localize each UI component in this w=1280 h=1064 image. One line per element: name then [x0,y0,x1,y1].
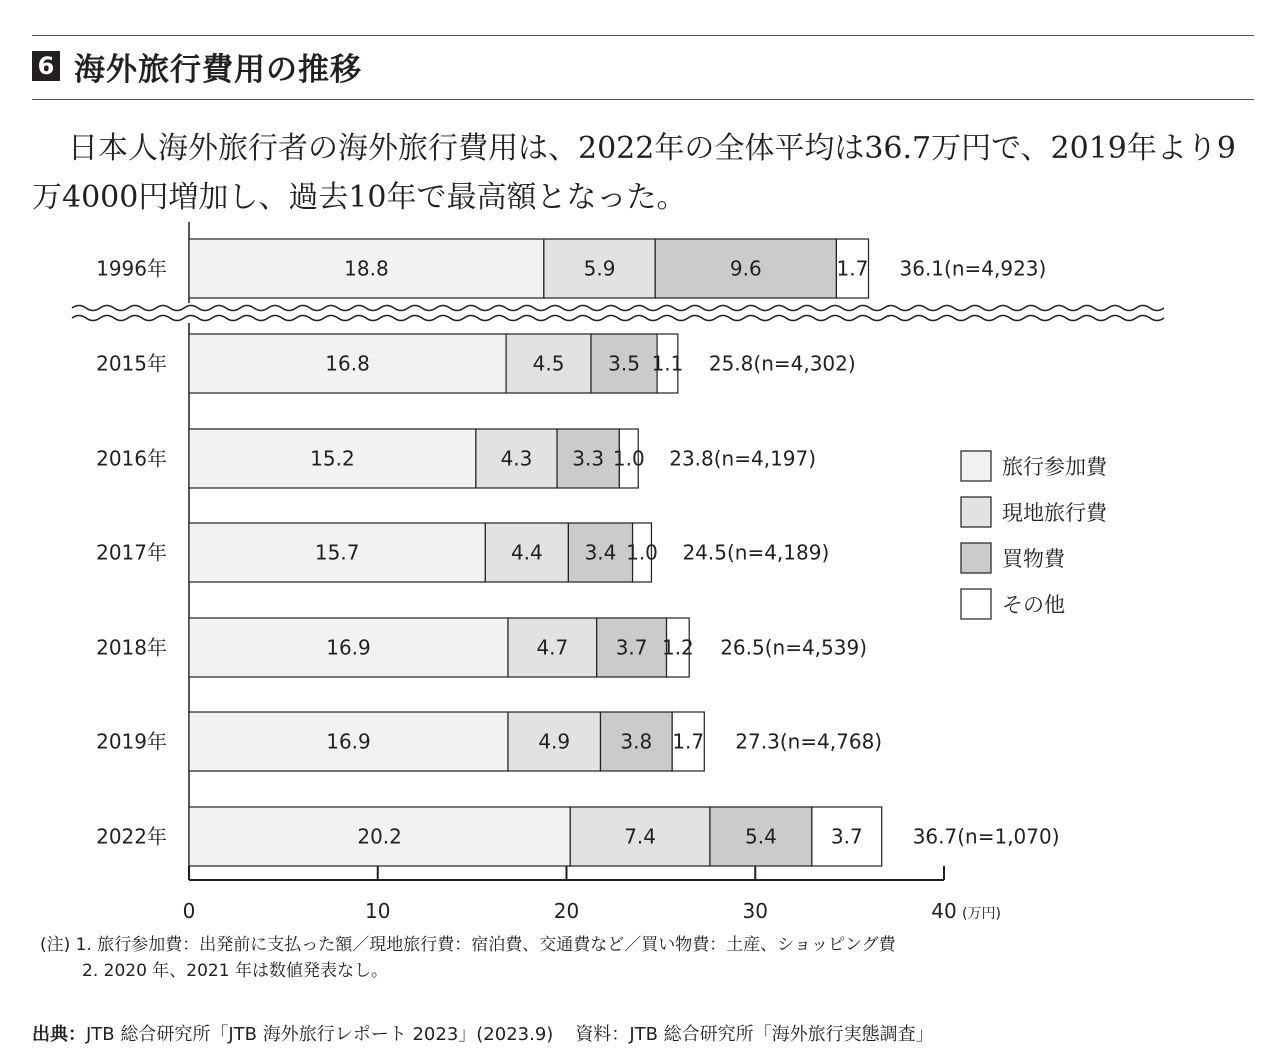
source-text: JTB 総合研究所「JTB 海外旅行レポート 2023」(2023.9) [86,1024,554,1045]
data-label: 5.9 [583,256,616,281]
category-label: 2018年 [96,635,167,660]
source-line [32,1020,934,1046]
data-label: 4.5 [532,351,565,376]
data-label: 18.8 [344,256,389,281]
data-label: 3.7 [830,824,863,849]
data-label: 16.9 [326,729,371,754]
x-unit-label: (万円) [962,906,1001,922]
legend-swatch [961,543,991,573]
material-text: JTB 総合研究所「海外旅行実態調査」 [629,1024,934,1045]
data-label: 1.0 [612,446,645,471]
lead-paragraph: 日本人海外旅行者の海外旅行費用は、2022年の全体平均は36.7万円で、2019年より9万4000円増加し、過去10年で最高額となった。 [32,131,1236,215]
category-label: 1996年 [96,256,167,281]
data-label: 4.9 [538,729,571,754]
data-label: 1.1 [651,351,684,376]
data-label: 1.0 [626,540,658,565]
data-label: 3.3 [572,446,605,471]
data-label: 1.2 [661,635,694,660]
material-label: 資料： [575,1024,630,1045]
legend-label: その他 [1002,593,1065,617]
data-label: 20.2 [357,824,402,849]
legend-swatch [961,589,991,619]
legend-label: 現地旅行費 [1002,501,1107,525]
x-tick-label: 20 [553,899,580,923]
total-label: 25.8(n=4,302) [708,351,856,376]
x-tick-label: 40 [931,899,957,923]
data-label: 5.4 [745,824,777,849]
data-label: 1.7 [836,256,869,281]
category-label: 2015年 [96,351,167,376]
source-label: 出典： [32,1024,86,1045]
category-label: 2019年 [96,729,167,754]
x-tick-label: 10 [365,899,391,923]
total-label: 26.5(n=4,539) [720,635,868,660]
section-number: 6 [32,51,60,81]
note-2: 2. 2020 年、2021 年は数値発表なし。 [82,961,388,981]
data-label: 16.9 [326,635,371,660]
x-tick-label: 0 [182,899,196,923]
total-label: 24.5(n=4,189) [682,540,830,565]
total-label: 23.8(n=4,197) [669,446,817,471]
note-1: (注) 1. 旅行参加費：出発前に支払った額／現地旅行費：宿泊費、交通費など／買い物費：土産、ショッピング費 [40,935,896,955]
data-label: 4.7 [536,635,569,660]
total-label: 36.7(n=1,070) [912,824,1060,849]
x-tick-label: 30 [742,899,768,923]
data-label: 3.8 [620,729,653,754]
data-label: 3.4 [584,540,617,565]
data-label: 1.7 [672,729,705,754]
legend-swatch [961,497,991,527]
data-label: 3.5 [608,351,640,376]
data-label: 9.6 [729,256,762,281]
section-title: 海外旅行費用の推移 [74,51,362,88]
data-label: 15.2 [310,446,355,471]
category-label: 2016年 [96,446,167,471]
data-label: 4.3 [500,446,533,471]
notes [40,932,896,984]
data-label: 16.8 [325,351,370,376]
category-label: 2022年 [96,824,167,849]
data-label: 15.7 [314,540,360,565]
data-label: 3.7 [615,635,648,660]
legend-label: 旅行参加費 [1002,455,1107,479]
category-label: 2017年 [96,540,167,565]
legend-swatch [961,451,991,481]
legend-label: 買物費 [1002,547,1065,571]
data-label: 7.4 [624,824,657,849]
data-label: 4.4 [510,540,543,565]
total-label: 27.3(n=4,768) [735,729,883,754]
total-label: 36.1(n=4,923) [899,256,1047,281]
